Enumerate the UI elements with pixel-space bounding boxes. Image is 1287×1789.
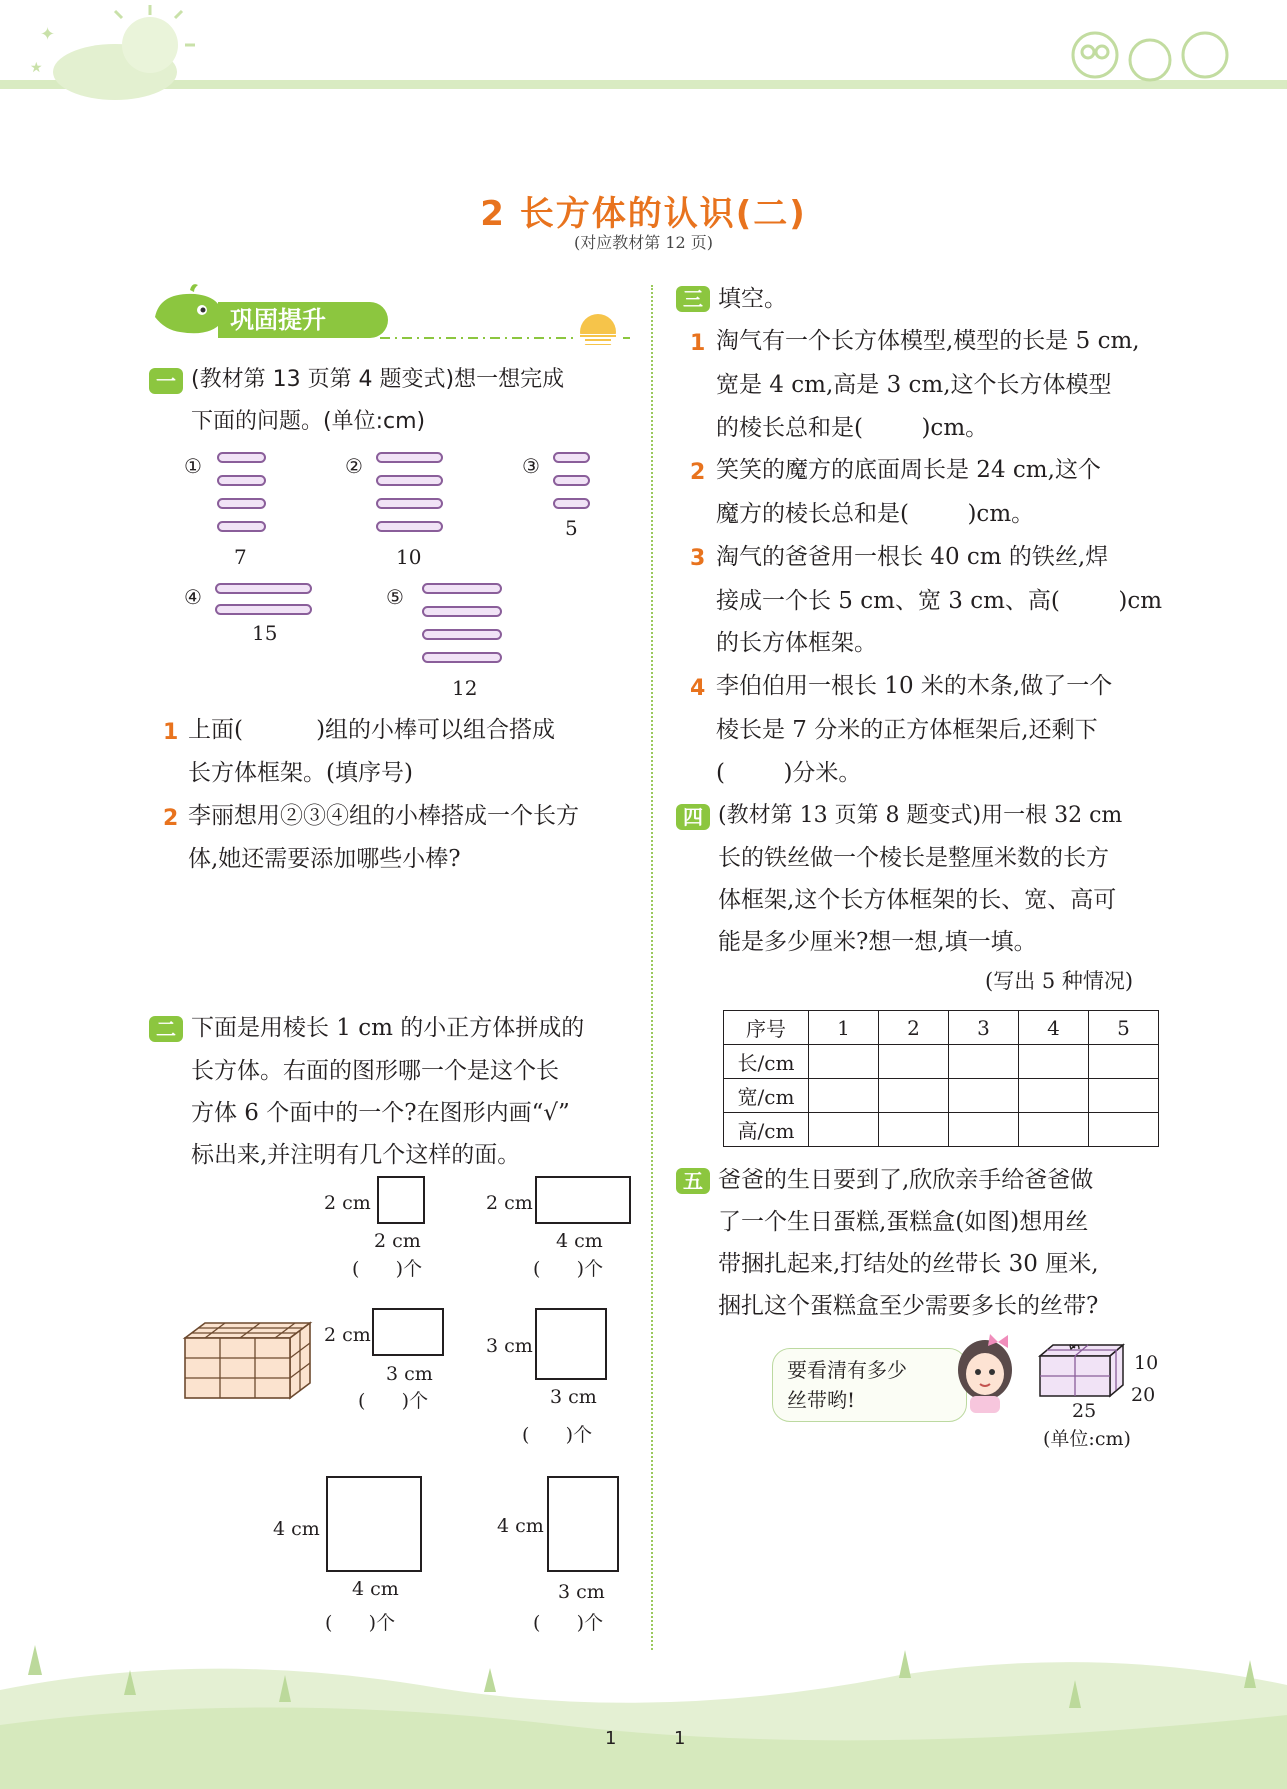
page-subtitle: (对应教材第 12 页): [573, 233, 714, 252]
shape-3-count-blank[interactable]: ( )个: [358, 1390, 429, 1412]
row-label-width: 宽/cm: [724, 1079, 809, 1113]
answer-cell[interactable]: [879, 1113, 949, 1147]
page-number-left: 1: [605, 1728, 617, 1749]
q3-item4-line3[interactable]: ( )分米。: [716, 760, 862, 786]
q1-sub1-line1: 上面( )组的小棒可以组合搭成: [188, 717, 556, 743]
q2-line4: 标出来,并注明有几个这样的面。: [191, 1142, 521, 1168]
rod: [215, 583, 312, 594]
rod: [422, 606, 502, 617]
q2-line1: 下面是用棱长 1 cm 的小正方体拼成的: [191, 1015, 585, 1041]
rod: [422, 583, 502, 594]
answer-cell[interactable]: [949, 1113, 1019, 1147]
q1-sub2-line2: 体,她还需要添加哪些小棒?: [188, 846, 461, 872]
q3-item3-number: 3: [690, 546, 706, 571]
shape-4-bottom-label: 3 cm: [550, 1386, 597, 1408]
q3-item4-line2: 棱长是 7 分米的正方体框架后,还剩下: [716, 717, 1098, 743]
q3-item3-line2[interactable]: 接成一个长 5 cm、宽 3 cm、高( )cm: [716, 588, 1163, 614]
group-3-label: ③: [522, 454, 540, 478]
table-header-cell: 3: [949, 1011, 1019, 1045]
svg-text:★: ★: [30, 60, 43, 76]
shape-6-count-blank[interactable]: ( )个: [533, 1612, 604, 1634]
q4-badge: 四: [676, 804, 710, 830]
q3-item1-line2: 宽是 4 cm,高是 3 cm,这个长方体模型: [716, 372, 1112, 398]
answer-cell[interactable]: [1019, 1045, 1089, 1079]
rod: [553, 498, 590, 509]
box-height-label: 10: [1134, 1352, 1159, 1374]
q1-sub2-number: 2: [163, 806, 179, 831]
shape-1-side-label: 2 cm: [324, 1192, 371, 1214]
shape-6-bottom-label: 3 cm: [558, 1581, 605, 1603]
page-number-right: 1: [674, 1728, 686, 1749]
group-5-label: ⑤: [386, 585, 404, 609]
header-decoration: [0, 0, 1287, 110]
group-3-length: 5: [565, 516, 578, 540]
table-header-cell: 2: [879, 1011, 949, 1045]
section-banner: [218, 302, 388, 338]
answer-cell[interactable]: [949, 1045, 1019, 1079]
rod: [217, 452, 266, 463]
answer-cell[interactable]: [1019, 1113, 1089, 1147]
q2-line3: 方体 6 个面中的一个?在图形内画“√”: [191, 1100, 570, 1126]
q3-badge: 三: [676, 286, 710, 312]
table-header-cell: 5: [1089, 1011, 1159, 1045]
answer-cell[interactable]: [879, 1079, 949, 1113]
q4-line4: 能是多少厘米?想一想,填一填。: [718, 929, 1037, 955]
sunset-icon: [380, 300, 630, 345]
shape-3-side-label: 2 cm: [324, 1324, 371, 1346]
q1-sub2-line1: 李丽想用②③④组的小棒搭成一个长方: [188, 803, 579, 829]
shape-3-rectangle[interactable]: [372, 1308, 444, 1356]
q5-badge: 五: [676, 1168, 710, 1194]
shape-4-count-blank[interactable]: ( )个: [522, 1424, 593, 1446]
shape-5-count-blank[interactable]: ( )个: [325, 1612, 396, 1634]
answer-cell[interactable]: [949, 1079, 1019, 1113]
group-5-length: 12: [452, 676, 478, 700]
shape-2-count-blank[interactable]: ( )个: [533, 1258, 604, 1280]
box-length-label: 25: [1072, 1400, 1097, 1422]
answer-cell[interactable]: [1019, 1079, 1089, 1113]
q3-item3-line3: 的长方体框架。: [716, 630, 877, 656]
cake-box-figure: [1035, 1340, 1125, 1405]
shape-6-side-label: 4 cm: [497, 1515, 544, 1537]
rod: [215, 604, 312, 615]
group-1-length: 7: [234, 545, 247, 569]
answer-cell[interactable]: [809, 1079, 879, 1113]
table-header-cell: 4: [1019, 1011, 1089, 1045]
group-4-length: 15: [252, 621, 278, 645]
bubble-line2: 丝带哟!: [787, 1388, 856, 1412]
rod: [376, 452, 443, 463]
shape-5-side-label: 4 cm: [273, 1518, 320, 1540]
q2-badge: 二: [149, 1016, 183, 1042]
cuboid-figure: [180, 1318, 315, 1403]
rod: [553, 452, 590, 463]
shape-2-side-label: 2 cm: [486, 1192, 533, 1214]
q1-text-line1: (教材第 13 页第 4 题变式)想一想完成: [191, 367, 565, 392]
page-title: 2 长方体的认识(二): [480, 194, 807, 234]
table-row: [724, 1113, 1159, 1147]
q3-item2-number: 2: [690, 460, 706, 485]
answer-cell[interactable]: [809, 1045, 879, 1079]
answer-cell[interactable]: [809, 1113, 879, 1147]
table-header-row: [724, 1011, 1159, 1045]
footer-landscape: [0, 1630, 1287, 1789]
column-divider: [651, 285, 653, 1650]
row-label-length: 长/cm: [724, 1045, 809, 1079]
rod: [422, 629, 502, 640]
answer-cell[interactable]: [1089, 1113, 1159, 1147]
shape-2-bottom-label: 4 cm: [556, 1230, 603, 1252]
q3-item1-line3[interactable]: 的棱长总和是( )cm。: [716, 415, 989, 441]
shape-1-count-blank[interactable]: ( )个: [352, 1258, 423, 1280]
table-row: [724, 1079, 1159, 1113]
q1-sub1-line2: 长方体框架。(填序号): [188, 760, 413, 786]
q3-item4-number: 4: [690, 676, 706, 701]
q3-item2-line1: 笑笑的魔方的底面周长是 24 cm,这个: [716, 457, 1101, 483]
q3-item2-line2[interactable]: 魔方的棱长总和是( )cm。: [716, 501, 1035, 527]
shape-4-side-label: 3 cm: [486, 1335, 533, 1357]
shape-4-square[interactable]: [535, 1308, 607, 1380]
table-header-cell: 1: [809, 1011, 879, 1045]
section-banner-label: 巩固提升: [230, 306, 326, 334]
girl-avatar: [950, 1330, 1020, 1415]
q5-line4: 捆扎这个蛋糕盒至少需要多长的丝带?: [718, 1293, 1099, 1319]
q4-answer-table: [723, 1010, 1159, 1147]
q5-line2: 了一个生日蛋糕,蛋糕盒(如图)想用丝: [718, 1209, 1089, 1235]
table-row: [724, 1045, 1159, 1079]
q4-line3: 体框架,这个长方体框架的长、宽、高可: [718, 887, 1117, 913]
shape-5-square[interactable]: [326, 1476, 422, 1572]
shape-5-bottom-label: 4 cm: [352, 1578, 399, 1600]
rod: [217, 521, 266, 532]
shape-3-bottom-label: 3 cm: [386, 1363, 433, 1385]
q3-item1-line1: 淘气有一个长方体模型,模型的长是 5 cm,: [716, 328, 1140, 354]
svg-text:✦: ✦: [40, 24, 56, 45]
speech-bubble: [772, 1348, 967, 1422]
q5-line1: 爸爸的生日要到了,欣欣亲手给爸爸做: [718, 1167, 1094, 1193]
group-2-length: 10: [396, 545, 422, 569]
rod: [376, 498, 443, 509]
q1-text-line2: 下面的问题。(单位:cm): [191, 409, 426, 434]
q3-item1-number: 1: [690, 331, 706, 356]
q3-item3-line1: 淘气的爸爸用一根长 40 cm 的铁丝,焊: [716, 544, 1109, 570]
bubble-line1: 要看清有多少: [787, 1358, 907, 1382]
q4-note: (写出 5 种情况): [985, 969, 1134, 993]
shape-1-bottom-label: 2 cm: [374, 1230, 421, 1252]
q1-sub1-number: 1: [163, 720, 179, 745]
row-label-height: 高/cm: [724, 1113, 809, 1147]
q4-line2: 长的铁丝做一个棱长是整厘米数的长方: [718, 845, 1109, 871]
group-2-label: ②: [345, 454, 363, 478]
rod: [422, 652, 502, 663]
rod: [376, 521, 443, 532]
box-unit-label: (单位:cm): [1043, 1428, 1131, 1450]
group-4-label: ④: [184, 585, 202, 609]
answer-cell[interactable]: [879, 1045, 949, 1079]
q4-line1: (教材第 13 页第 8 题变式)用一根 32 cm: [718, 803, 1123, 828]
group-1-label: ①: [184, 454, 202, 478]
shape-1-square[interactable]: [377, 1176, 425, 1224]
q5-line3: 带捆扎起来,打结处的丝带长 30 厘米,: [718, 1251, 1099, 1277]
shape-2-rectangle[interactable]: [535, 1176, 631, 1224]
table-header-cell: 序号: [724, 1011, 809, 1045]
rod: [376, 475, 443, 486]
shape-6-rectangle[interactable]: [547, 1476, 619, 1572]
rod: [553, 475, 590, 486]
q3-title: 填空。: [718, 286, 787, 312]
rod: [217, 498, 266, 509]
q1-badge: 一: [149, 368, 183, 394]
q3-item4-line1: 李伯伯用一根长 10 米的木条,做了一个: [716, 673, 1113, 699]
box-width-label: 20: [1131, 1384, 1156, 1406]
answer-cell[interactable]: [1089, 1079, 1159, 1113]
q2-line2: 长方体。右面的图形哪一个是这个长: [191, 1058, 559, 1084]
rod: [217, 475, 266, 486]
answer-cell[interactable]: [1089, 1045, 1159, 1079]
